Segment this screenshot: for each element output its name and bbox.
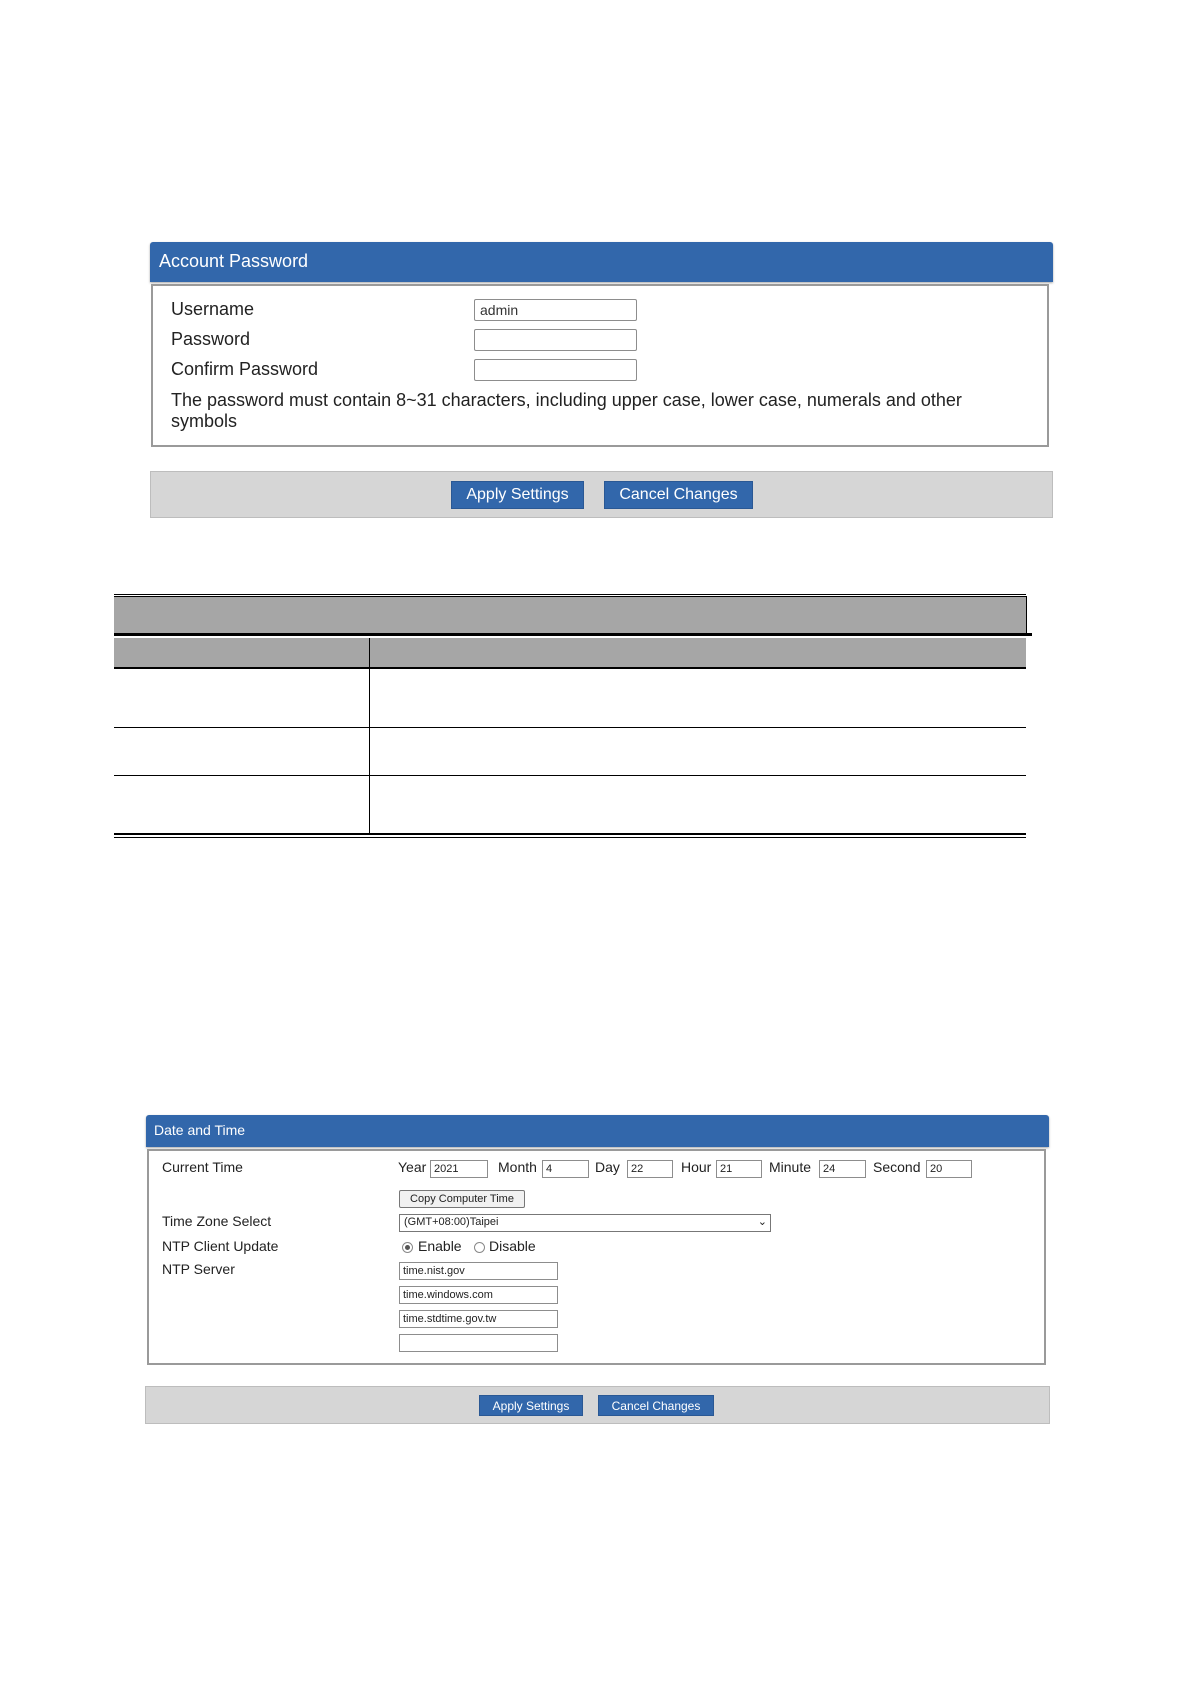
day-label: Day (595, 1159, 620, 1175)
cancel-changes-button[interactable]: Cancel Changes (604, 481, 753, 509)
password-label: Password (171, 329, 251, 349)
table-column-divider (369, 638, 370, 834)
time-zone-select[interactable] (399, 1214, 771, 1232)
disable-radio[interactable] (474, 1242, 485, 1253)
username-input[interactable] (474, 299, 637, 321)
ntp-client-update-label: NTP Client Update (162, 1238, 279, 1254)
ntp-server-2-input[interactable] (399, 1286, 558, 1304)
table-title-row (114, 597, 1026, 633)
enable-radio[interactable] (402, 1242, 413, 1253)
year-input[interactable] (430, 1160, 488, 1178)
table-bottom-rule (114, 833, 1026, 835)
table-header-rule (114, 667, 1026, 669)
year-label: Year (398, 1159, 427, 1175)
minute-input[interactable] (819, 1160, 866, 1178)
chevron-down-icon: ⌄ (757, 1216, 767, 1228)
second-label: Second (873, 1159, 921, 1175)
enable-label: Enable (418, 1238, 462, 1254)
date-time-title: Date and Time (154, 1122, 246, 1138)
copy-computer-time-button[interactable]: Copy Computer Time (399, 1190, 525, 1208)
account-password-action-bar (150, 471, 1053, 518)
table-title-rule (114, 633, 1032, 636)
table-title-right-border (1026, 596, 1027, 634)
month-label: Month (498, 1159, 537, 1175)
password-input[interactable] (474, 329, 637, 351)
date-time-header (146, 1115, 1049, 1147)
disable-label: Disable (489, 1238, 536, 1254)
apply-settings-button[interactable]: Apply Settings (451, 481, 584, 509)
hour-input[interactable] (716, 1160, 762, 1178)
table-top-rule-inner (114, 596, 1026, 597)
month-input[interactable] (542, 1160, 589, 1178)
date-time-action-bar (145, 1386, 1050, 1424)
password-requirement-note: The password must contain 8~31 characters, including upper case, lower case, numerals and other symbols (171, 390, 962, 431)
confirm-password-label: Confirm Password (171, 359, 319, 379)
empty-table (114, 594, 1034, 838)
table-header-row (114, 638, 1026, 667)
ntp-server-4-input[interactable] (399, 1334, 558, 1352)
hour-label: Hour (681, 1159, 712, 1175)
ntp-server-1-input[interactable] (399, 1262, 558, 1280)
table-top-rule (114, 594, 1026, 595)
ntp-server-3-input[interactable] (399, 1310, 558, 1328)
table-bottom-rule-inner (114, 837, 1026, 838)
date-time-apply-settings-button[interactable]: Apply Settings (479, 1395, 583, 1416)
confirm-password-input[interactable] (474, 359, 637, 381)
table-row-rule (114, 727, 1026, 728)
time-zone-value: (GMT+08:00)Taipei (404, 1216, 499, 1228)
minute-label: Minute (769, 1159, 812, 1175)
day-input[interactable] (627, 1160, 673, 1178)
current-time-label: Current Time (162, 1159, 243, 1175)
table-row-rule (114, 775, 1026, 776)
account-password-header (150, 242, 1053, 282)
time-zone-label: Time Zone Select (162, 1213, 272, 1229)
date-time-form (147, 1149, 1046, 1365)
date-time-cancel-changes-button[interactable]: Cancel Changes (598, 1395, 714, 1416)
username-label: Username (171, 299, 255, 319)
second-input[interactable] (926, 1160, 972, 1178)
account-password-form (151, 284, 1049, 447)
ntp-server-label: NTP Server (162, 1261, 235, 1277)
account-password-title: Account Password (159, 251, 309, 271)
